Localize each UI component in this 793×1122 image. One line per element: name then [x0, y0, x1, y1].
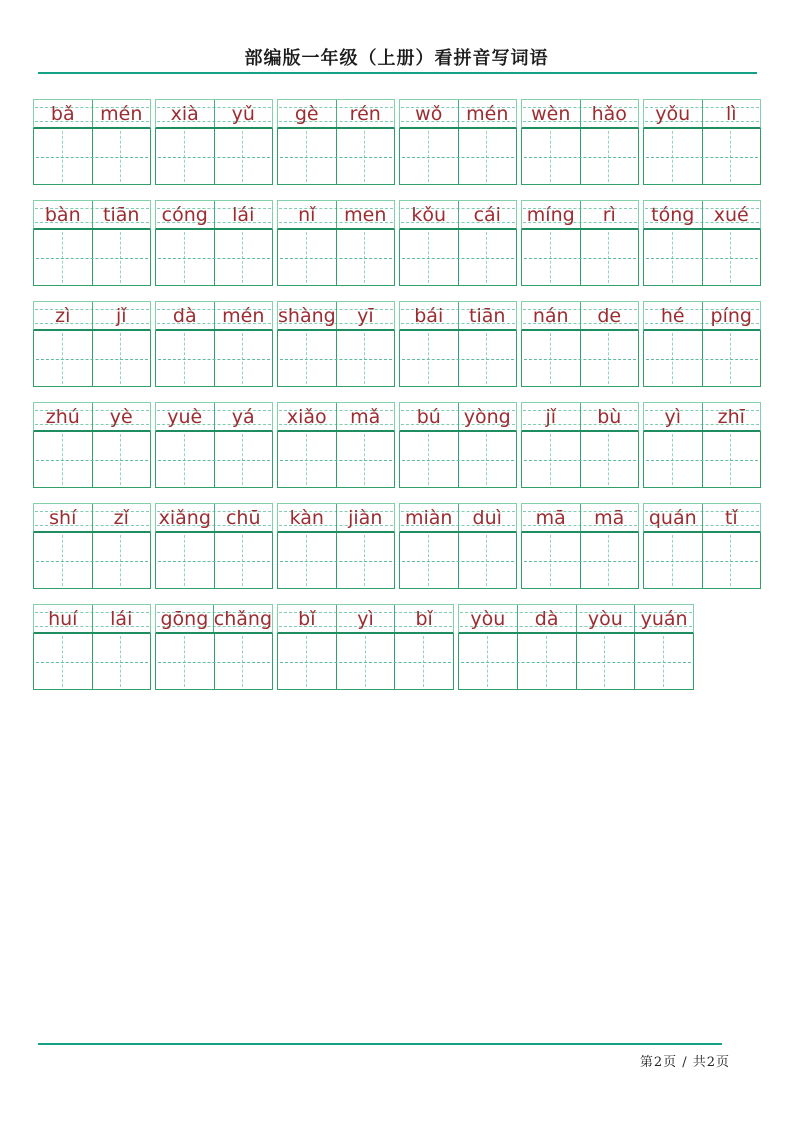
writing-box: [400, 331, 458, 386]
pinyin-syllable: quán: [648, 507, 697, 529]
pinyin-row: [277, 402, 395, 432]
writing-box: [156, 129, 214, 184]
writing-row: [643, 331, 761, 387]
word-row: [33, 200, 761, 286]
pinyin-row: [399, 503, 517, 533]
pinyin-row: [155, 402, 273, 432]
pinyin-syllable: píng: [702, 302, 761, 329]
footer-page-number: 第2页 / 共2页: [639, 1055, 730, 1070]
pinyin-row: [458, 604, 694, 634]
writing-box: [34, 432, 92, 487]
word-group: [521, 503, 639, 589]
writing-box: [702, 533, 761, 588]
pinyin-row: [277, 503, 395, 533]
pinyin-syllable: yá: [214, 403, 273, 430]
word-group: [643, 503, 761, 589]
pinyin-syllable: bú: [416, 406, 441, 428]
pinyin-row: [399, 402, 517, 432]
pinyin-syllable: men: [336, 201, 395, 228]
pinyin-row: [643, 99, 761, 129]
pinyin-syllable: jǐ: [92, 302, 151, 329]
pinyin-syllable: tǐ: [702, 504, 761, 531]
pinyin-syllable: bàn: [44, 204, 81, 226]
word-group: [521, 200, 639, 286]
writing-row: [155, 432, 273, 488]
pinyin-syllable: yuè: [167, 406, 203, 428]
writing-row: [277, 533, 395, 589]
page-title: 部编版一年级（上册）看拼音写词语: [244, 48, 549, 69]
pinyin-row: [155, 301, 273, 331]
writing-box: [580, 230, 639, 285]
word-row: [33, 604, 761, 690]
writing-box: [522, 533, 580, 588]
pinyin-syllable: jǐ: [545, 406, 557, 428]
writing-box: [702, 432, 761, 487]
writing-row: [643, 129, 761, 185]
word-group: [399, 301, 517, 387]
writing-row: [33, 533, 151, 589]
word-group: [521, 99, 639, 185]
pinyin-syllable: xiǎo: [286, 406, 327, 428]
writing-box: [34, 634, 92, 689]
word-group: [33, 301, 151, 387]
word-group: [33, 604, 151, 690]
pinyin-syllable: mā: [580, 504, 639, 531]
pinyin-syllable: mǎ: [336, 403, 395, 430]
writing-box: [458, 432, 517, 487]
pinyin-row: [399, 200, 517, 230]
pinyin-syllable: mén: [458, 100, 517, 127]
pinyin-syllable: tóng: [651, 204, 695, 226]
word-group: [33, 99, 151, 185]
writing-box: [156, 533, 214, 588]
pinyin-syllable: de: [580, 302, 639, 329]
writing-row: [155, 230, 273, 286]
writing-box: [458, 129, 517, 184]
pinyin-syllable: mā: [535, 507, 566, 529]
pinyin-syllable: shí: [49, 507, 77, 529]
writing-box: [214, 230, 273, 285]
pinyin-syllable: mén: [214, 302, 273, 329]
word-group: [399, 99, 517, 185]
writing-box: [92, 634, 151, 689]
word-row: [33, 301, 761, 387]
writing-row: [521, 331, 639, 387]
writing-box: [278, 331, 336, 386]
writing-box: [214, 432, 273, 487]
pinyin-syllable: zǐ: [92, 504, 151, 531]
writing-box: [34, 533, 92, 588]
writing-box: [522, 230, 580, 285]
writing-box: [400, 533, 458, 588]
writing-row: [33, 331, 151, 387]
pinyin-row: [277, 604, 454, 634]
pinyin-row: [155, 503, 273, 533]
pinyin-row: [33, 99, 151, 129]
writing-box: [634, 634, 693, 689]
writing-box: [644, 230, 702, 285]
writing-box: [459, 634, 517, 689]
writing-box: [214, 634, 273, 689]
writing-box: [458, 331, 517, 386]
pinyin-row: [643, 503, 761, 533]
writing-box: [458, 533, 517, 588]
writing-box: [458, 230, 517, 285]
writing-box: [214, 331, 273, 386]
writing-box: [702, 230, 761, 285]
writing-box: [156, 230, 214, 285]
writing-row: [155, 533, 273, 589]
writing-box: [34, 230, 92, 285]
writing-box: [278, 129, 336, 184]
writing-box: [580, 533, 639, 588]
writing-box: [522, 432, 580, 487]
writing-box: [278, 634, 336, 689]
writing-box: [522, 129, 580, 184]
pinyin-syllable: miàn: [405, 507, 453, 529]
word-group: [33, 402, 151, 488]
writing-box: [214, 129, 273, 184]
writing-box: [702, 129, 761, 184]
pinyin-syllable: bái: [414, 305, 444, 327]
writing-row: [155, 634, 273, 690]
word-group: [643, 99, 761, 185]
word-group: [643, 301, 761, 387]
pinyin-row: [399, 301, 517, 331]
writing-row: [399, 230, 517, 286]
pinyin-syllable: zhī: [702, 403, 761, 430]
pinyin-syllable: bù: [580, 403, 639, 430]
pinyin-row: [277, 99, 395, 129]
pinyin-syllable: yòu: [576, 605, 635, 632]
writing-row: [33, 634, 151, 690]
pinyin-row: [33, 402, 151, 432]
writing-row: [399, 331, 517, 387]
writing-row: [155, 129, 273, 185]
word-group: [33, 200, 151, 286]
pinyin-row: [155, 99, 273, 129]
word-group: [458, 604, 694, 690]
pinyin-syllable: jiàn: [336, 504, 395, 531]
pinyin-row: [399, 99, 517, 129]
pinyin-syllable: yòu: [470, 608, 506, 630]
word-group: [399, 200, 517, 286]
word-row: [33, 99, 761, 185]
word-group: [277, 402, 395, 488]
writing-box: [400, 129, 458, 184]
writing-row: [521, 230, 639, 286]
pinyin-syllable: yǒu: [655, 103, 691, 125]
word-group: [399, 402, 517, 488]
pinyin-syllable: wǒ: [415, 103, 443, 125]
word-group: [277, 301, 395, 387]
writing-box: [92, 432, 151, 487]
pinyin-syllable: yuán: [634, 605, 693, 632]
word-group: [277, 200, 395, 286]
writing-row: [277, 432, 395, 488]
writing-row: [277, 634, 454, 690]
writing-row: [399, 533, 517, 589]
writing-row: [277, 129, 395, 185]
pinyin-syllable: hǎo: [580, 100, 639, 127]
word-group: [277, 604, 454, 690]
pinyin-syllable: dà: [517, 605, 576, 632]
pinyin-syllable: chǎng: [213, 605, 272, 632]
writing-box: [400, 432, 458, 487]
footer-rule: [38, 1043, 722, 1045]
pinyin-syllable: chū: [214, 504, 273, 531]
word-group: [277, 99, 395, 185]
pinyin-row: [277, 200, 395, 230]
pinyin-row: [643, 301, 761, 331]
writing-box: [336, 432, 395, 487]
writing-row: [643, 432, 761, 488]
writing-row: [277, 331, 395, 387]
pinyin-syllable: lì: [702, 100, 761, 127]
pinyin-syllable: yī: [336, 302, 394, 329]
word-group: [155, 301, 273, 387]
writing-box: [702, 331, 761, 386]
pinyin-row: [33, 301, 151, 331]
word-group: [521, 301, 639, 387]
writing-box: [34, 129, 92, 184]
writing-row: [521, 129, 639, 185]
word-group: [155, 99, 273, 185]
writing-box: [522, 331, 580, 386]
word-group: [277, 503, 395, 589]
word-row: [33, 503, 761, 589]
word-group: [399, 503, 517, 589]
writing-box: [156, 432, 214, 487]
pinyin-row: [521, 503, 639, 533]
pinyin-syllable: duì: [458, 504, 517, 531]
word-row: [33, 402, 761, 488]
pinyin-syllable: bǎ: [50, 103, 75, 125]
writing-box: [336, 634, 395, 689]
writing-box: [92, 533, 151, 588]
pinyin-row: [521, 200, 639, 230]
writing-row: [643, 533, 761, 589]
pinyin-syllable: kǒu: [411, 204, 447, 226]
writing-row: [33, 230, 151, 286]
pinyin-row: [33, 604, 151, 634]
pinyin-row: [33, 503, 151, 533]
writing-box: [336, 230, 395, 285]
writing-row: [521, 432, 639, 488]
writing-row: [33, 432, 151, 488]
header-rule: [38, 72, 757, 74]
pinyin-row: [277, 301, 395, 331]
pinyin-syllable: lái: [92, 605, 151, 632]
pinyin-syllable: rén: [336, 100, 395, 127]
word-group: [33, 503, 151, 589]
writing-box: [580, 432, 639, 487]
writing-box: [394, 634, 453, 689]
writing-row: [33, 129, 151, 185]
pinyin-syllable: tiān: [458, 302, 517, 329]
writing-box: [278, 230, 336, 285]
pinyin-syllable: zhú: [45, 406, 80, 428]
pinyin-syllable: gè: [294, 103, 319, 125]
writing-box: [580, 129, 639, 184]
writing-row: [399, 432, 517, 488]
writing-box: [34, 331, 92, 386]
pinyin-syllable: xià: [170, 103, 199, 125]
pinyin-syllable: bǐ: [298, 608, 316, 630]
word-group: [155, 402, 273, 488]
pinyin-syllable: nán: [532, 305, 569, 327]
writing-row: [521, 533, 639, 589]
pinyin-syllable: shàng: [278, 305, 336, 327]
writing-row: [399, 129, 517, 185]
writing-box: [580, 331, 639, 386]
pinyin-syllable: gōng: [160, 608, 209, 630]
writing-row: [277, 230, 395, 286]
pinyin-syllable: wèn: [531, 103, 571, 125]
writing-box: [156, 634, 214, 689]
pinyin-syllable: mén: [92, 100, 151, 127]
pinyin-syllable: nǐ: [298, 204, 316, 226]
word-group: [643, 200, 761, 286]
writing-box: [336, 129, 395, 184]
writing-box: [278, 432, 336, 487]
word-group: [155, 604, 273, 690]
writing-box: [644, 331, 702, 386]
writing-box: [644, 533, 702, 588]
pinyin-row: [521, 99, 639, 129]
pinyin-syllable: míng: [526, 204, 575, 226]
pinyin-syllable: bǐ: [394, 605, 453, 632]
pinyin-row: [521, 402, 639, 432]
writing-box: [92, 230, 151, 285]
pinyin-row: [33, 200, 151, 230]
word-group: [155, 200, 273, 286]
word-group: [155, 503, 273, 589]
pinyin-syllable: cái: [458, 201, 517, 228]
pinyin-syllable: yòng: [458, 403, 517, 430]
writing-box: [517, 634, 576, 689]
pinyin-syllable: yǔ: [214, 100, 273, 127]
writing-box: [92, 129, 151, 184]
writing-box: [644, 432, 702, 487]
word-group: [521, 402, 639, 488]
pinyin-syllable: xiǎng: [158, 507, 211, 529]
pinyin-syllable: yì: [336, 605, 395, 632]
pinyin-row: [643, 200, 761, 230]
writing-box: [336, 331, 395, 386]
pinyin-syllable: hé: [660, 305, 685, 327]
pinyin-syllable: kàn: [289, 507, 324, 529]
pinyin-syllable: cóng: [161, 204, 208, 226]
pinyin-syllable: yè: [92, 403, 151, 430]
writing-box: [156, 331, 214, 386]
worksheet: [33, 99, 761, 690]
pinyin-syllable: rì: [580, 201, 639, 228]
pinyin-row: [155, 604, 273, 634]
pinyin-syllable: huí: [48, 608, 78, 630]
writing-box: [336, 533, 395, 588]
pinyin-syllable: yì: [664, 406, 682, 428]
pinyin-row: [643, 402, 761, 432]
pinyin-syllable: tiān: [92, 201, 151, 228]
pinyin-syllable: dà: [172, 305, 197, 327]
pinyin-syllable: zì: [55, 305, 71, 327]
writing-box: [92, 331, 151, 386]
pinyin-syllable: xué: [702, 201, 761, 228]
pinyin-row: [521, 301, 639, 331]
writing-box: [278, 533, 336, 588]
writing-box: [400, 230, 458, 285]
writing-row: [458, 634, 694, 690]
writing-row: [155, 331, 273, 387]
pinyin-row: [155, 200, 273, 230]
writing-box: [214, 533, 273, 588]
writing-row: [643, 230, 761, 286]
writing-box: [644, 129, 702, 184]
word-group: [643, 402, 761, 488]
writing-box: [576, 634, 635, 689]
pinyin-syllable: lái: [214, 201, 273, 228]
